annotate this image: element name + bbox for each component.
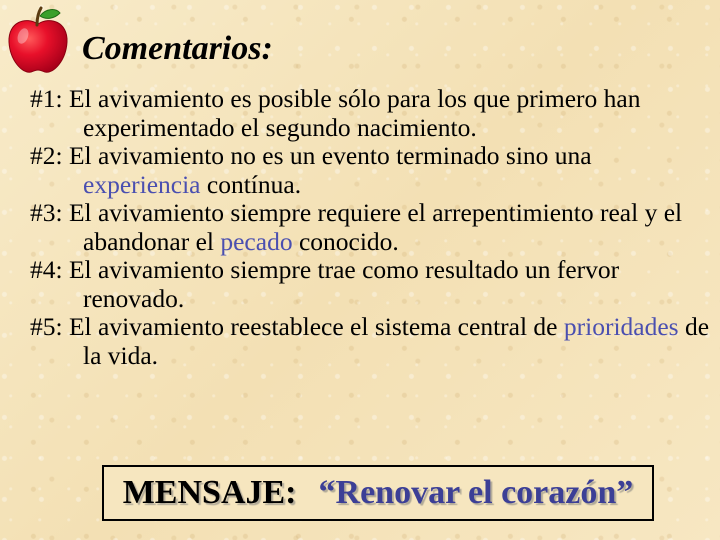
point-number: #1: bbox=[30, 84, 63, 113]
point-number: #5: bbox=[30, 312, 63, 341]
point-text: El avivamiento siempre trae como resultado un fervor renovado. bbox=[68, 255, 620, 313]
comment-point bbox=[30, 199, 710, 256]
point-highlight: prioridades bbox=[563, 312, 679, 341]
point-text: El avivamiento no es un evento terminado sino una bbox=[68, 141, 592, 170]
point-number: #3: bbox=[30, 198, 63, 227]
message-label: MENSAJE: bbox=[122, 474, 297, 511]
point-highlight: pecado bbox=[220, 226, 293, 256]
apple-icon bbox=[2, 4, 74, 76]
comment-point bbox=[30, 313, 710, 370]
point-highlight: experiencia bbox=[83, 169, 201, 199]
slide-title: Comentarios: bbox=[82, 30, 273, 67]
message-box bbox=[102, 465, 654, 521]
point-text-after: de la vida. bbox=[83, 312, 710, 370]
point-number: #4: bbox=[30, 255, 63, 284]
point-text-after: contínua. bbox=[206, 169, 302, 199]
point-number: #2: bbox=[30, 141, 63, 170]
points-list bbox=[30, 85, 710, 370]
point-text: El avivamiento es posible sólo para los que primero han experimentado el segundo nacimiento. bbox=[68, 84, 641, 142]
comment-point bbox=[30, 256, 710, 313]
point-text-after: conocido. bbox=[298, 226, 399, 256]
comment-point bbox=[30, 85, 710, 142]
comment-point bbox=[30, 142, 710, 199]
point-text: El avivamiento siempre requiere el arrepentimiento real y el abandonar el bbox=[68, 198, 683, 256]
point-text: El avivamiento reestablece el sistema central de bbox=[68, 312, 558, 341]
message-quote: “Renovar el corazón” bbox=[318, 474, 634, 511]
